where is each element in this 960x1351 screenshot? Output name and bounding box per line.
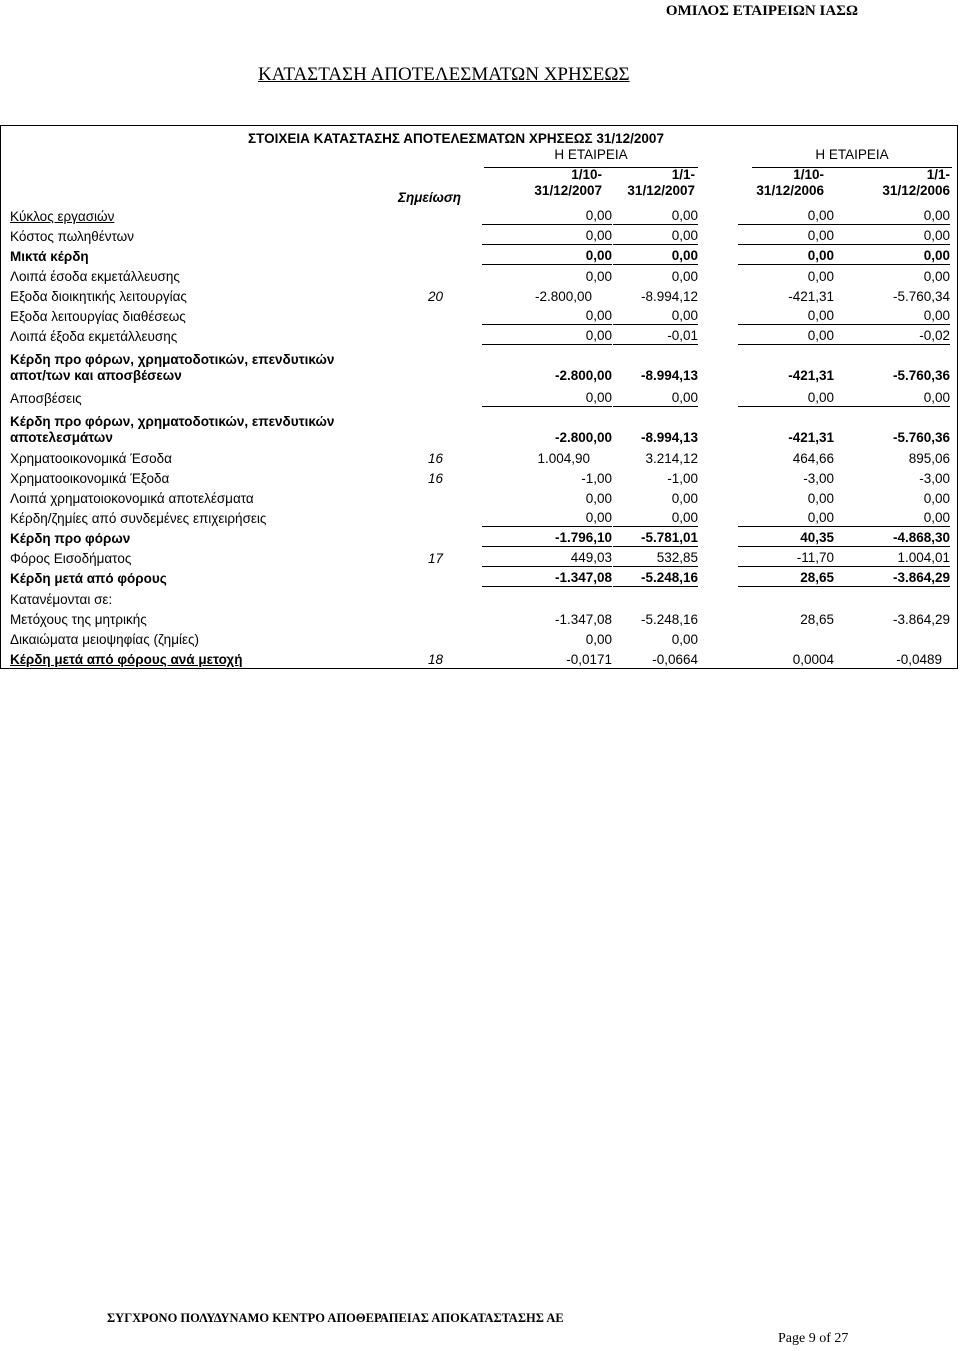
table-row — [10, 269, 952, 285]
cell-value: 0,00 — [482, 510, 612, 527]
cell-value: 0,00 — [613, 228, 698, 245]
cell-value: -8.994,13 — [640, 368, 698, 383]
row-label: Δικαιώματα μειοψηφίας (ζημίες) — [10, 632, 199, 647]
cell-value: 0,00 — [738, 248, 834, 265]
column-header — [728, 167, 824, 199]
column-header — [472, 167, 602, 199]
page-number: Page 9 of 27 — [778, 1331, 849, 1346]
row-note: 17 — [428, 551, 444, 566]
cell-value: -3,00 — [803, 471, 834, 486]
row-label: Κέρδη προ φόρων — [10, 531, 131, 546]
cell-value: 0,00 — [738, 328, 834, 345]
row-label: Χρηματοοικονομικά Έσοδα — [10, 451, 172, 466]
cell-value: 0,00 — [923, 269, 950, 284]
cell-value: 0,00 — [613, 208, 698, 225]
cell-value: 464,66 — [792, 451, 834, 466]
row-label: Κατανέμονται σε: — [10, 592, 113, 607]
row-label: Κέρδη μετά από φόρους — [10, 571, 167, 586]
table-row — [10, 416, 952, 446]
table-row — [10, 592, 952, 608]
row-label-line: Κέρδη προ φόρων, χρηματοδοτικών, επενδυτικών — [10, 414, 335, 429]
table-row — [10, 632, 952, 648]
cell-value: -421,31 — [788, 368, 834, 383]
cell-value: 0,00 — [482, 328, 612, 345]
cell-value: 0,00 — [613, 390, 698, 407]
cell-value: 0,00 — [822, 208, 950, 225]
cell-value: 0,00 — [482, 208, 612, 225]
cell-value: 0,00 — [585, 269, 612, 284]
group-header-company-2007: Η ΕΤΑΙΡΕΙΑ — [554, 147, 628, 162]
column-header-date: 31/12/2006 — [882, 183, 950, 198]
table-row — [10, 531, 952, 547]
column-header-date: 31/12/2007 — [534, 183, 602, 198]
row-note: 16 — [428, 471, 444, 486]
cell-value: -0,0664 — [652, 652, 698, 667]
cell-value: 0,0004 — [792, 652, 834, 667]
cell-value: 0,00 — [738, 510, 834, 527]
table-row — [10, 209, 952, 225]
group-header-company-2006: Η ΕΤΑΙΡΕΙΑ — [815, 147, 889, 162]
table-row — [10, 354, 952, 384]
row-label: Κέρδη/ζημίες από συνδεμένες επιχειρήσεις — [10, 511, 267, 526]
column-header-date: 31/12/2007 — [627, 183, 695, 198]
column-header-period: 1/1- — [671, 167, 695, 182]
row-label: Κόστος πωληθέντων — [10, 229, 134, 244]
column-header-date: 31/12/2006 — [756, 183, 824, 198]
table-row — [10, 491, 952, 507]
cell-value: -5.248,16 — [613, 570, 698, 587]
row-label: Εξοδα διοικητικής λειτουργίας — [10, 289, 187, 304]
page-title: ΚΑΤΑΣΤΑΣΗ ΑΠΟΤΕΛΕΣΜΑΤΩΝ ΧΡΗΣΕΩΣ — [258, 64, 630, 85]
cell-value: 40,35 — [738, 530, 834, 547]
cell-value: 28,65 — [738, 570, 834, 587]
note-column-header: Σημείωση — [398, 190, 462, 205]
table-row — [10, 309, 952, 325]
cell-value: -5.760,36 — [892, 430, 950, 445]
cell-value: 1.004,01 — [822, 550, 950, 567]
cell-value: 0,00 — [671, 269, 698, 284]
cell-value: 0,00 — [613, 510, 698, 527]
cell-value: -2.800,00 — [554, 430, 612, 445]
cell-value: -5.760,36 — [892, 368, 950, 383]
row-label: Αποσβέσεις — [10, 391, 82, 406]
table-row — [10, 289, 952, 305]
cell-value: -0,0489 — [896, 652, 942, 667]
column-header — [603, 167, 695, 199]
table-row — [10, 652, 952, 668]
row-label: Λοιπά χρηματοιοκονομικά αποτελέσματα — [10, 491, 254, 506]
cell-value: -4.868,30 — [822, 530, 950, 547]
cell-value: -5.248,16 — [640, 612, 698, 627]
row-label-line: Κέρδη προ φόρων, χρηματοδοτικών, επενδυτικών — [10, 352, 335, 367]
cell-value: 0,00 — [822, 308, 950, 325]
row-label — [10, 352, 334, 384]
row-label: Μικτά κέρδη — [10, 249, 89, 264]
row-label-line: αποτελεσμάτων — [10, 430, 113, 445]
row-label — [10, 414, 334, 446]
cell-value: -0,02 — [822, 328, 950, 345]
cell-value: 0,00 — [482, 390, 612, 407]
table-row — [10, 511, 952, 527]
cell-value: -5.781,01 — [613, 530, 698, 547]
cell-value: 532,85 — [613, 550, 698, 567]
cell-value: 0,00 — [671, 491, 698, 506]
cell-value: -1.347,08 — [482, 570, 612, 587]
cell-value: -3.864,29 — [892, 612, 950, 627]
table-row — [10, 551, 952, 567]
cell-value: 1.004,90 — [537, 451, 590, 466]
table-row — [10, 329, 952, 345]
table-row — [10, 249, 952, 265]
cell-value: 0,00 — [807, 491, 834, 506]
header-title: ΟΜΙΛΟΣ ΕΤΑΙΡΕΙΩΝ ΙΑΣΩ — [665, 3, 858, 19]
cell-value: 0,00 — [585, 632, 612, 647]
cell-value: -5.760,34 — [892, 289, 950, 304]
cell-value: 449,03 — [482, 550, 612, 567]
footer-company: ΣΥΓΧΡΟΝΟ ΠΟΛΥΔΥΝΑΜΟ ΚΕΝΤΡΟ ΑΠΟΘΕΡΑΠΕΙΑΣ ΑΠΟΚΑΤΑΣΤΑΣΗΣ ΑΕ — [107, 1311, 564, 1325]
cell-value: 0,00 — [738, 208, 834, 225]
cell-value: 0,00 — [738, 228, 834, 245]
cell-value: 0,00 — [585, 491, 612, 506]
row-note: 18 — [428, 652, 444, 667]
table-title: ΣΤΟΙΧΕΙΑ ΚΑΤΑΣΤΑΣΗΣ ΑΠΟΤΕΛΕΣΜΑΤΩΝ ΧΡΗΣΕΩΣ 31/12/2007 — [248, 131, 664, 146]
table-row — [10, 229, 952, 245]
cell-value: 0,00 — [613, 248, 698, 265]
cell-value: -1.796,10 — [482, 530, 612, 547]
cell-value: 0,00 — [738, 308, 834, 325]
cell-value: 0,00 — [482, 248, 612, 265]
cell-value: -1,00 — [667, 471, 698, 486]
cell-value: 0,00 — [822, 390, 950, 407]
row-note: 16 — [428, 451, 444, 466]
cell-value: 0,00 — [822, 248, 950, 265]
cell-value: 0,00 — [822, 510, 950, 527]
cell-value: 0,00 — [738, 390, 834, 407]
cell-value: -2.800,00 — [554, 368, 612, 383]
row-label: Χρηματοοικονομικά Έξοδα — [10, 471, 170, 486]
cell-value: -8.994,12 — [640, 289, 698, 304]
table-row — [10, 612, 952, 628]
table-row — [10, 391, 952, 407]
cell-value: -2.800,00 — [534, 289, 592, 304]
cell-value: -3.864,29 — [822, 570, 950, 587]
cell-value: -1,00 — [581, 471, 612, 486]
cell-value: 0,00 — [482, 308, 612, 325]
cell-value: -421,31 — [788, 430, 834, 445]
row-label: Κύκλος εργασιών — [10, 209, 115, 224]
column-header — [812, 167, 950, 199]
row-label: Λοιπά έσοδα εκμετάλλευσης — [10, 269, 180, 284]
row-label: Φόρος Εισοδήματος — [10, 551, 132, 566]
cell-value: -11,70 — [738, 550, 834, 567]
cell-value: -0,01 — [613, 328, 698, 345]
column-header-period: 1/1- — [926, 167, 950, 182]
row-label: Κέρδη μετά από φόρους ανά μετοχή — [10, 652, 243, 667]
table-row — [10, 471, 952, 487]
cell-value: -1.347,08 — [554, 612, 612, 627]
row-label: Μετόχους της μητρικής — [10, 612, 147, 627]
row-label: Εξοδα λειτουργίας διαθέσεως — [10, 309, 186, 324]
cell-value: 3.214,12 — [645, 451, 698, 466]
cell-value: 28,65 — [800, 612, 834, 627]
cell-value: -8.994,13 — [640, 430, 698, 445]
table-row — [10, 571, 952, 587]
cell-value: -0,0171 — [566, 652, 612, 667]
row-note: 20 — [428, 289, 444, 304]
column-header-period: 1/10- — [571, 167, 602, 182]
table-row — [10, 451, 952, 467]
cell-value: 0,00 — [671, 632, 698, 647]
cell-value: 0,00 — [807, 269, 834, 284]
cell-value: 0,00 — [923, 491, 950, 506]
cell-value: -3,00 — [919, 471, 950, 486]
cell-value: 0,00 — [482, 228, 612, 245]
cell-value: 0,00 — [613, 308, 698, 325]
cell-value: 0,00 — [822, 228, 950, 245]
cell-value: 895,06 — [908, 451, 950, 466]
row-label: Λοιπά έξοδα εκμετάλλευσης — [10, 329, 178, 344]
column-header-period: 1/10- — [793, 167, 824, 182]
row-label-line: αποτ/των και αποσβέσεων — [10, 368, 182, 383]
cell-value: -421,31 — [788, 289, 834, 304]
